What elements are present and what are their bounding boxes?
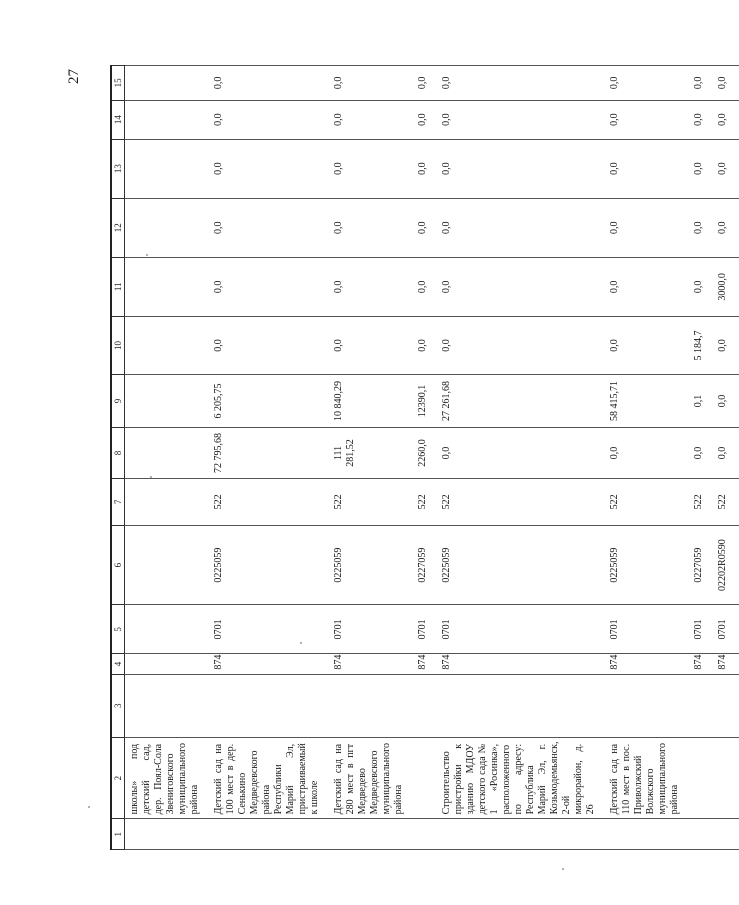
object-description-cell: [415, 737, 439, 819]
table-cell: 0,0: [691, 66, 715, 101]
table-cell: [125, 198, 212, 257]
table-cell: [715, 819, 739, 850]
table-row: [691, 66, 715, 850]
table-cell: [607, 674, 691, 737]
table-cell: 0,0: [691, 257, 715, 316]
table-cell: 6 205,75: [211, 375, 331, 428]
table-cell: 0,0: [607, 100, 691, 139]
object-description-cell: Детский сад на 110 мест в пос. Приволжский Волжского муниципального района: [607, 737, 691, 819]
table-cell: 10 840,29: [331, 375, 415, 428]
col-header: 9: [111, 375, 125, 428]
table-cell: 522: [691, 478, 715, 525]
table-cell: 0,0: [331, 198, 415, 257]
table-cell: 874: [211, 654, 331, 674]
table-cell: 0,0: [331, 139, 415, 198]
table-cell: [125, 605, 212, 654]
table-cell: 0,0: [331, 66, 415, 101]
table-cell: 0701: [211, 605, 331, 654]
rotated-table-container: [110, 65, 728, 850]
table-cell: 0,0: [211, 66, 331, 101]
table-row: [607, 66, 691, 850]
table-row: [439, 66, 607, 850]
table-cell: 0701: [607, 605, 691, 654]
table-cell: 3000,0: [715, 257, 739, 316]
table-cell: 0,0: [691, 139, 715, 198]
table-cell: 0,0: [715, 428, 739, 479]
table-row: [211, 66, 331, 850]
table-cell: [715, 674, 739, 737]
col-header: 10: [111, 316, 125, 374]
table-cell: 0,0: [607, 198, 691, 257]
table-cell: 0,0: [607, 257, 691, 316]
table-cell: [125, 525, 212, 605]
table-cell: 0701: [715, 605, 739, 654]
table-cell: [125, 257, 212, 316]
table-cell: 874: [691, 654, 715, 674]
table-cell: 0,0: [691, 100, 715, 139]
col-header: 12: [111, 198, 125, 257]
col-header: 8: [111, 428, 125, 479]
table-cell: [211, 819, 331, 850]
table-cell: 0,0: [439, 257, 607, 316]
table-cell: 58 415,71: [607, 375, 691, 428]
table-cell: 2260,0: [415, 428, 439, 479]
table-cell: 874: [439, 654, 607, 674]
table-cell: 874: [331, 654, 415, 674]
table-cell: 0,0: [439, 66, 607, 101]
col-header: 2: [111, 737, 125, 819]
table-cell: 522: [211, 478, 331, 525]
table-cell: 0,0: [439, 198, 607, 257]
table-cell: 0,0: [415, 316, 439, 374]
table-cell: 0225059: [439, 525, 607, 605]
table-cell: 0,0: [715, 375, 739, 428]
table-cell: 0,0: [415, 139, 439, 198]
col-header: 6: [111, 525, 125, 605]
table-cell: 0,0: [211, 139, 331, 198]
table-cell: 0,0: [607, 66, 691, 101]
table-row: [331, 66, 415, 850]
col-header: 11: [111, 257, 125, 316]
object-description-cell: Детский сад на 100 мест в дер. Сенькино Медведевского района Республики Марий Эл, пристраиваемый к школе: [211, 737, 331, 819]
table-cell: [691, 819, 715, 850]
table-cell: 0227059: [415, 525, 439, 605]
object-description-cell: [715, 737, 739, 819]
table-cell: 0,0: [439, 428, 607, 479]
table-cell: 0,0: [715, 316, 739, 374]
table-cell: 5 184,7: [691, 316, 715, 374]
table-cell: 0,0: [715, 66, 739, 101]
object-description-cell: Детский сад на 280 мест в пгт Медведево Медведевского муниципального района: [331, 737, 415, 819]
table-cell: 0,0: [439, 139, 607, 198]
col-header: 13: [111, 139, 125, 198]
table-cell: [439, 819, 607, 850]
object-description-cell: школы» под детский сад, дер. Поял-Сола Звениговского муниципального района: [125, 737, 212, 819]
table-cell: [439, 674, 607, 737]
table-cell: [125, 428, 212, 479]
table-cell: 0,0: [607, 316, 691, 374]
table-cell: [691, 674, 715, 737]
table-cell: 0701: [331, 605, 415, 654]
table-cell: 522: [715, 478, 739, 525]
table-cell: 0,0: [607, 428, 691, 479]
table-cell: 0,0: [415, 100, 439, 139]
table-cell: 0,1: [691, 375, 715, 428]
table-cell: 0,0: [331, 316, 415, 374]
table-cell: [125, 674, 212, 737]
table-cell: 111 281,52: [331, 428, 415, 479]
table-cell: [125, 375, 212, 428]
table-cell: 0,0: [331, 257, 415, 316]
table-cell: 02202R0590: [715, 525, 739, 605]
table-cell: 522: [415, 478, 439, 525]
table-cell: 0225059: [607, 525, 691, 605]
table-cell: 0,0: [211, 257, 331, 316]
col-header: 1: [111, 819, 125, 850]
object-description-cell: [691, 737, 715, 819]
table-row: [125, 66, 212, 850]
table-cell: [125, 478, 212, 525]
table-cell: 0,0: [715, 198, 739, 257]
table-cell: 27 261,68: [439, 375, 607, 428]
table-cell: [125, 139, 212, 198]
table-cell: 0,0: [715, 100, 739, 139]
table-cell: [125, 100, 212, 139]
table-cell: [211, 674, 331, 737]
table-cell: 12390,1: [415, 375, 439, 428]
table-cell: 0,0: [211, 198, 331, 257]
table-cell: 0,0: [607, 139, 691, 198]
table-cell: 0701: [439, 605, 607, 654]
header-row: [111, 66, 125, 850]
table-cell: [415, 674, 439, 737]
table-cell: 0,0: [415, 257, 439, 316]
table-cell: 0,0: [439, 100, 607, 139]
table-cell: [331, 674, 415, 737]
table-cell: 522: [607, 478, 691, 525]
table-cell: 874: [715, 654, 739, 674]
table-cell: 72 795,68: [211, 428, 331, 479]
object-description-cell: Строительство пристройки к зданию МДОУ детского сада № 1 «Росинка», расположенного по адресу: Республика Марий Эл, г. Козьмодемьянск, 2-ой микрорайон, д. 26: [439, 737, 607, 819]
page-number: 27: [66, 69, 82, 84]
table-cell: 0227059: [691, 525, 715, 605]
table-cell: [125, 316, 212, 374]
col-header: 4: [111, 654, 125, 674]
table-cell: 0,0: [415, 198, 439, 257]
table-cell: 0,0: [439, 316, 607, 374]
table-row: [715, 66, 739, 850]
col-header: 7: [111, 478, 125, 525]
table-cell: 0,0: [211, 100, 331, 139]
table-cell: [331, 819, 415, 850]
table-cell: [607, 819, 691, 850]
table-cell: [125, 819, 212, 850]
col-header: 3: [111, 674, 125, 737]
col-header: 15: [111, 66, 125, 101]
budget-table: [110, 65, 739, 850]
table-cell: 522: [439, 478, 607, 525]
table-cell: 0,0: [331, 100, 415, 139]
table-cell: [125, 66, 212, 101]
table-cell: [125, 654, 212, 674]
table-cell: 522: [331, 478, 415, 525]
table-cell: 874: [415, 654, 439, 674]
table-cell: 0,0: [691, 428, 715, 479]
col-header: 14: [111, 100, 125, 139]
table-cell: 0,0: [691, 198, 715, 257]
table-cell: 0,0: [715, 139, 739, 198]
table-cell: 874: [607, 654, 691, 674]
table-cell: 0701: [691, 605, 715, 654]
table-cell: 0,0: [415, 66, 439, 101]
table-cell: 0225059: [211, 525, 331, 605]
table-cell: 0225059: [331, 525, 415, 605]
table-row: [415, 66, 439, 850]
table-cell: 0701: [415, 605, 439, 654]
table-cell: 0,0: [211, 316, 331, 374]
table-cell: [415, 819, 439, 850]
col-header: 5: [111, 605, 125, 654]
